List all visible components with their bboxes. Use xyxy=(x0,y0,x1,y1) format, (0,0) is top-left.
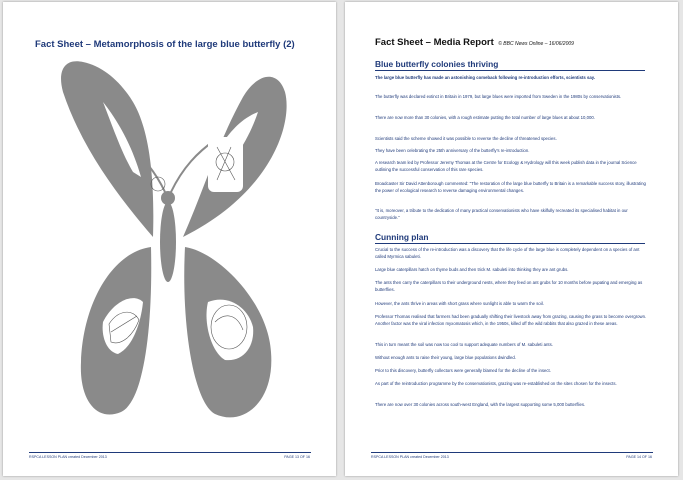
paragraph: However, the ants thrive in areas with short grass where sunlight is able to warm the soil. xyxy=(375,301,544,306)
section-rule xyxy=(375,70,645,71)
paragraph: Broadcaster Sir David Attenborough commented: "The restoration of the large blue butterfly to Britain is a remarkable success story, illustrating the power of ecological research to reverse damaging environmental changes. xyxy=(375,181,646,194)
paragraph: There are now more than 30 colonies, with a rough estimate putting the total number of large blues at about 10,000. xyxy=(375,115,595,120)
paragraph: Scientists said the scheme showed it was possible to reverse the decline of threatened species. xyxy=(375,136,557,141)
paragraph: They have been celebrating the 25th anniversary of the butterfly's re-introduction. xyxy=(375,148,530,153)
paragraph: Professor Thomas realised that farmers had been gradually shifting their livestock away from grazing, causing the grass to become overgrown. Another factor was the viral infection myxomatosis which, in the 1950s, killed off the wild rabbits that also grazed in these areas. xyxy=(375,314,647,327)
section-heading: Cunning plan xyxy=(375,232,429,242)
page-title-text: Fact Sheet – Media Report xyxy=(375,37,494,48)
right-page xyxy=(345,2,678,476)
paragraph: As part of the reintroduction programme by the conservationists, grazing was re-established on the sites chosen for the insects. xyxy=(375,381,617,386)
paragraph: A research team led by Professor Jeremy Thomas at the Centre for Ecology & Hydrology will this week publish data in the journal Science outlining the successful conservation of this rare species. xyxy=(375,160,637,173)
paragraph: The large blue butterfly has made an astonishing comeback following re-introduction efforts, scientists say. xyxy=(375,75,596,80)
left-page xyxy=(3,2,336,476)
footer-left: RSPCA LESSON PLAN created December 2013 xyxy=(371,455,449,459)
paragraph: The ants then carry the caterpillars to their underground nests, where they feed on ant grubs for 10 months before pupating and emerging as butterflies. xyxy=(375,280,643,293)
paragraph: Crucial to the success of the re-introduction was a discovery that the life cycle of the large blue is completely dependent on a species of ant called Myrmica sabuleti. xyxy=(375,247,640,260)
section-rule xyxy=(375,243,645,244)
paragraph: "It is, moreover, a tribute to the dedication of many practical conservationists who have skilfully recreated its specialised habitat in our countryside." xyxy=(375,208,628,221)
source-credit: © BBC News Online – 16/06/2009 xyxy=(498,41,574,47)
paragraph: There are now over 30 colonies across south-west England, with the largest supporting some 5,000 butterflies. xyxy=(375,402,586,407)
paragraph: The butterfly was declared extinct in Britain in 1979, but large blues were imported from Sweden in the 1980s by conservationists. xyxy=(375,94,622,99)
paragraph: Prior to this discovery, butterfly collectors were generally blamed for the decline of the insect. xyxy=(375,368,551,373)
page-title: Fact Sheet – Metamorphosis of the large blue butterfly (2) xyxy=(35,39,295,50)
footer-rule xyxy=(371,452,653,453)
footer-page-number: PAGE 14 OF 16 xyxy=(626,455,652,459)
section-heading: Blue butterfly colonies thriving xyxy=(375,59,499,69)
footer-left: RSPCA LESSON PLAN created December 2013 xyxy=(29,455,107,459)
butterfly-illustration xyxy=(3,2,336,476)
paragraph: This in turn meant the soil was now too cool to support adequate numbers of M. sabuleti ants. xyxy=(375,342,553,347)
footer-rule xyxy=(29,452,311,453)
page-title xyxy=(375,32,574,50)
paragraph: Without enough ants to raise their young, large blue populations dwindled. xyxy=(375,355,516,360)
footer-page-number: PAGE 13 OF 16 xyxy=(284,455,310,459)
paragraph: Large blue caterpillars hatch on thyme buds and then trick M. sabuleti into thinking they are ant grubs. xyxy=(375,267,569,272)
